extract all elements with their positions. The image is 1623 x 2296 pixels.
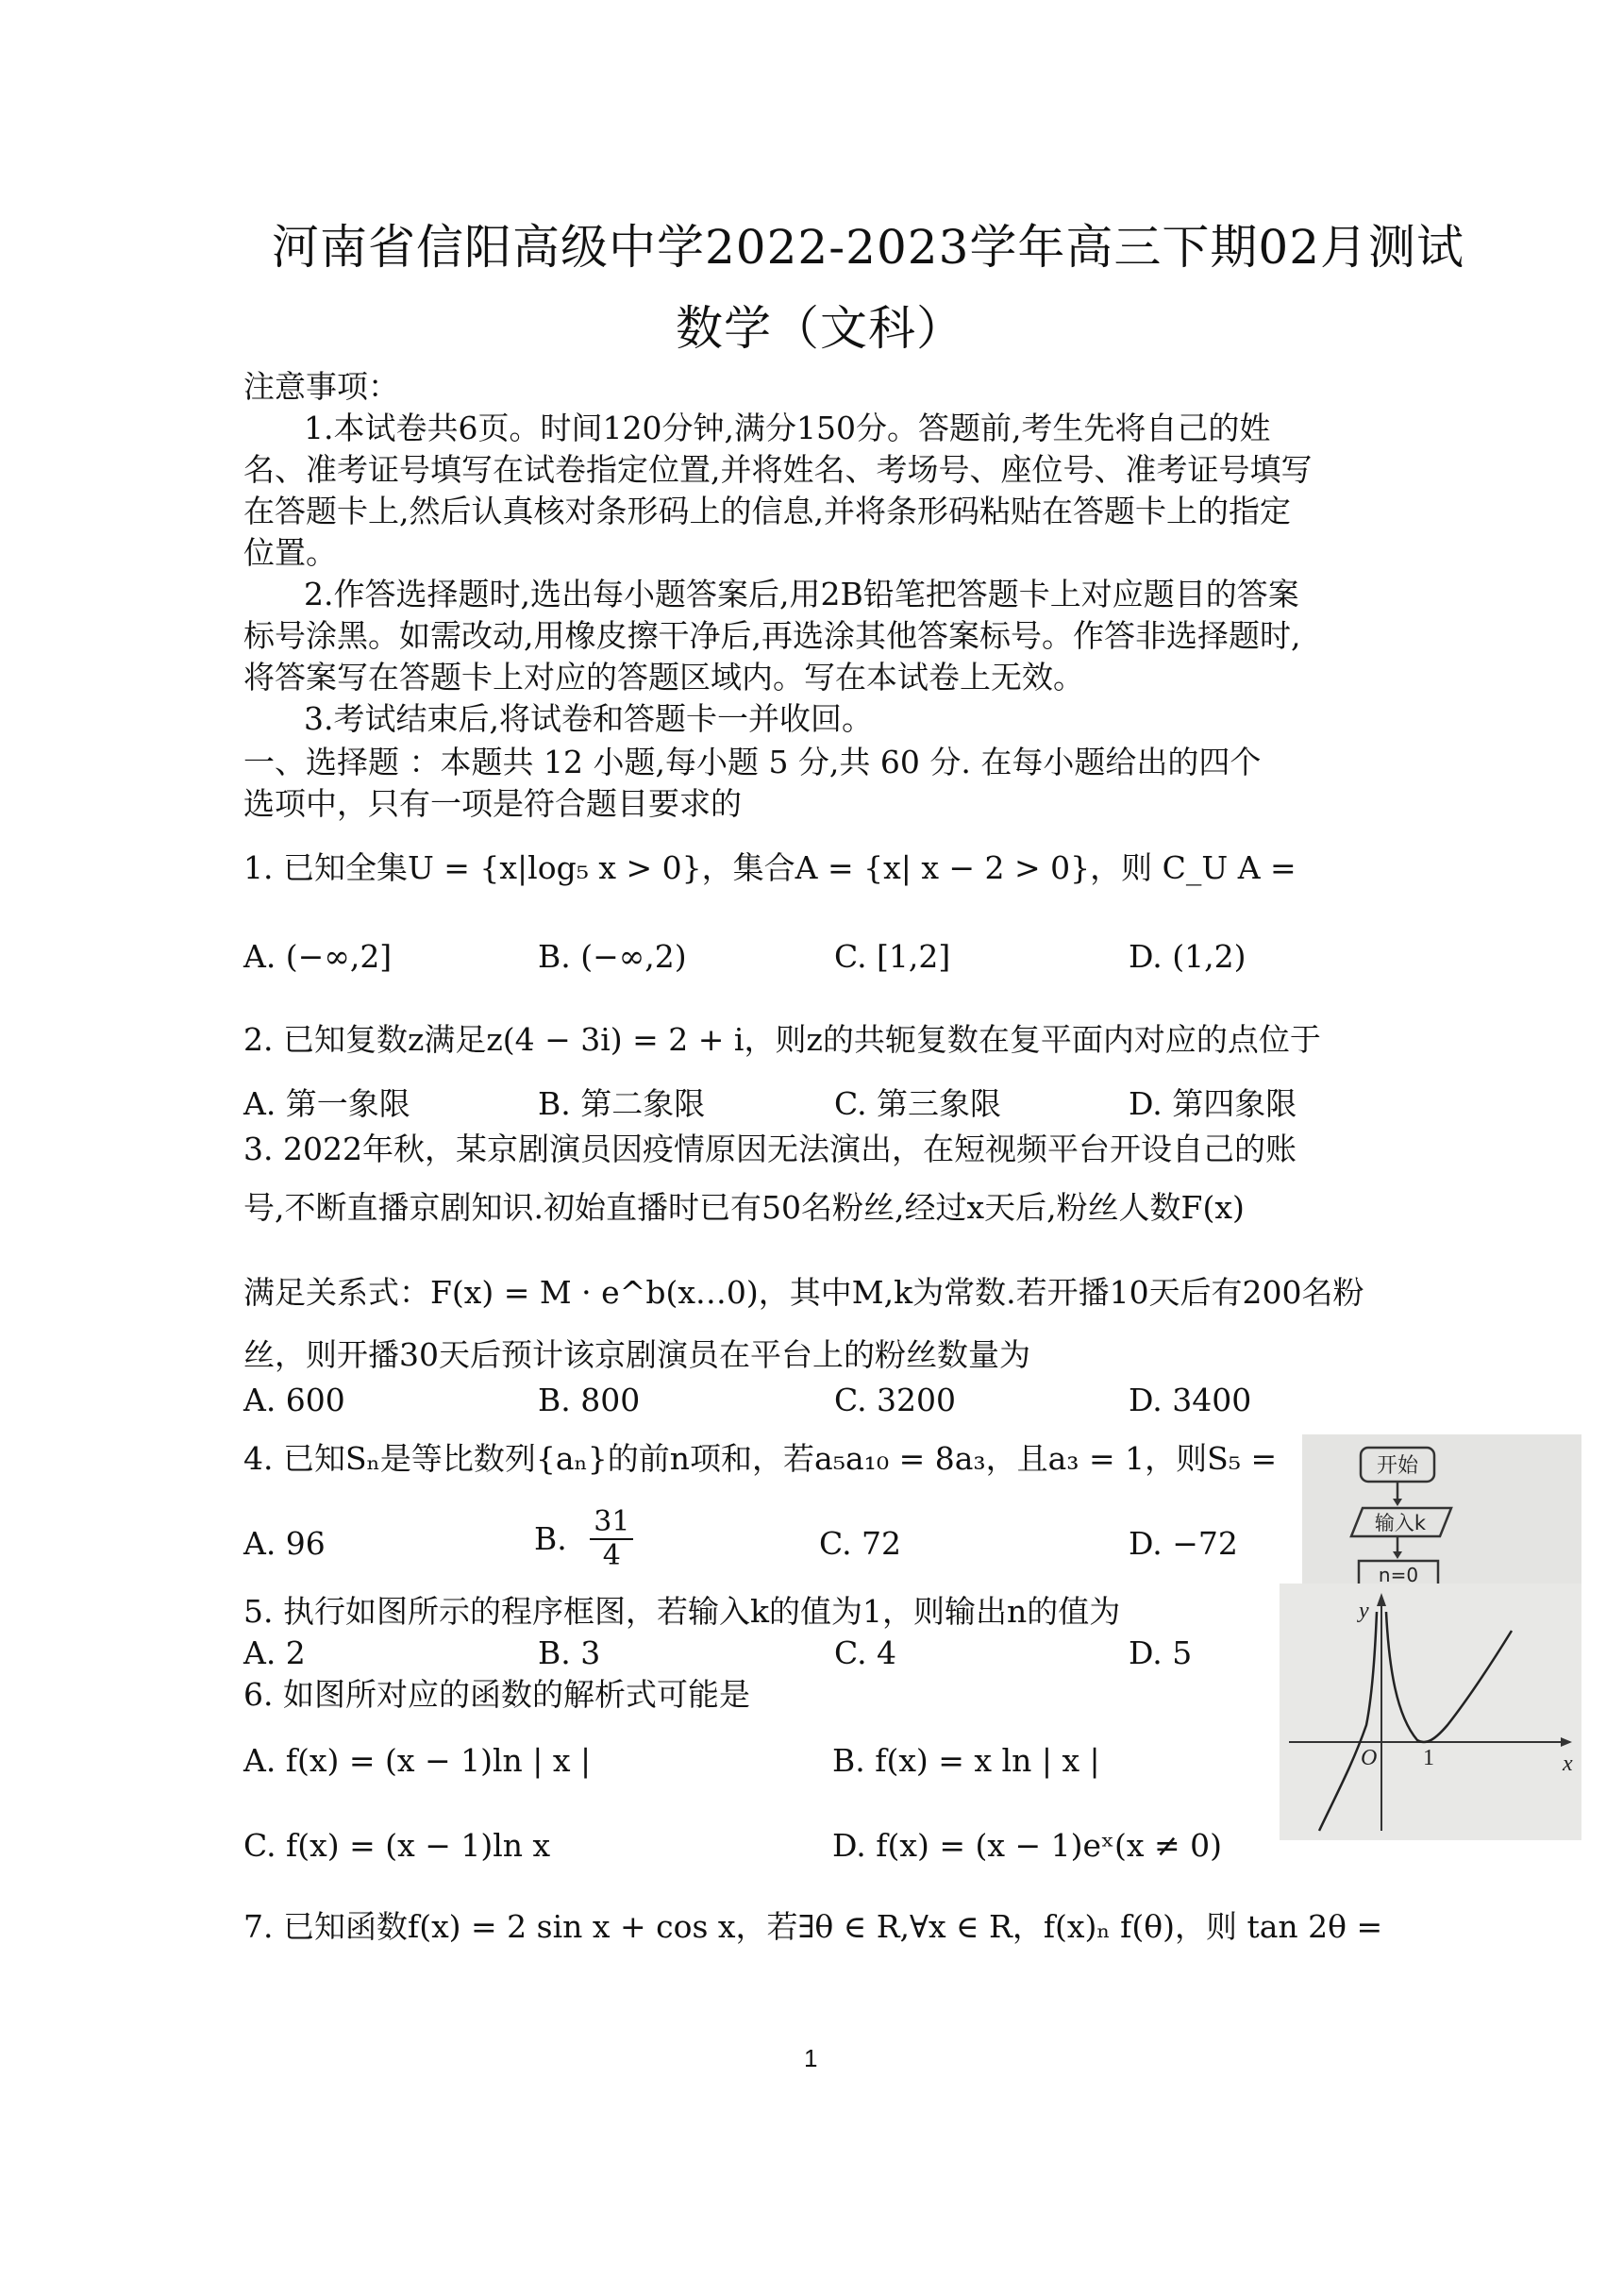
q2-option-d: D. 第四象限 [1129,1085,1297,1122]
flowchart-arrowhead [1393,1499,1402,1506]
question-3-line: 满足关系式：F(x) = M · e^b(x…0)，其中M,k为常数.若开播10天后有200名粉 [243,1274,1364,1311]
q6-option-b: B. f(x) = x ln | x | [832,1742,1100,1779]
section-heading: 一、选择题 ：本题共 12 小题,每小题 5 分,共 60 分. 在每小题给出的四个 [243,744,1262,780]
fraction-denominator: 4 [602,1539,621,1572]
flowchart-start-label: 开始 [1376,1454,1419,1478]
flowchart-assign-label: n=0 [1378,1564,1419,1584]
q2-option-a: A. 第一象限 [243,1085,410,1122]
notice-line: 1.本试卷共6页。时间120分钟,满分150分。答题前,考生先将自己的姓 [304,410,1271,446]
q4-option-a: A. 96 [243,1525,326,1562]
q6-option-d: D. f(x) = (x − 1)eˣ(x ≠ 0) [832,1827,1222,1864]
q3-option-a: A. 600 [243,1382,345,1418]
y-axis-label: y [1359,1599,1369,1623]
q4-option-b [534,1506,633,1572]
flowchart-image [1302,1434,1581,1584]
notice-line: 名、准考证号填写在试卷指定位置,并将姓名、考场号、座位号、准考证号填写 [243,451,1313,488]
q4-option-d: D. −72 [1129,1525,1238,1562]
question-3-line: 号,不断直播京剧知识.初始直播时已有50名粉丝,经过x天后,粉丝人数F(x) [243,1189,1245,1226]
q6-option-c: C. f(x) = (x − 1)ln x [243,1827,551,1864]
function-graph-svg [1280,1584,1581,1840]
q5-option-d: D. 5 [1129,1634,1193,1671]
question-7: 7. 已知函数f(x) = 2 sin x + cos x，若∃θ ∈ R,∀x ∈ R，f(x)ₙ f(θ)，则 tan 2θ = [243,1908,1383,1945]
q1-option-d: D. (1,2) [1129,938,1247,975]
tick-one-label: 1 [1423,1746,1434,1770]
notice-line: 3.考试结束后,将试卷和答题卡一并收回。 [304,700,873,737]
notice-line: 标号涂黑。如需改动,用橡皮擦干净后,再选涂其他答案标号。作答非选择题时, [243,617,1301,654]
q3-option-b: B. 800 [538,1382,641,1418]
fraction-numerator: 31 [590,1506,633,1540]
question-3-line: 丝，则开播30天后预计该京剧演员在平台上的粉丝数量为 [243,1336,1030,1373]
q5-option-c: C. 4 [834,1634,897,1671]
question-4: 4. 已知Sₙ是等比数列{aₙ}的前n项和，若a₅a₁₀ = 8a₃，且a₃ = 1，则S₅ = [243,1440,1278,1477]
question-1: 1. 已知全集U = {x|log₅ x > 0}，集合A = {x| x − 2 > 0}，则 C_U A = [243,849,1297,886]
q4-option-b-label: B. [534,1520,567,1557]
q6-option-a: A. f(x) = (x − 1)ln | x | [243,1742,592,1779]
q2-option-c: C. 第三象限 [834,1085,1002,1122]
question-6: 6. 如图所对应的函数的解析式可能是 [243,1676,750,1713]
flowchart-input-label: 输入k [1374,1512,1427,1534]
page-number: 1 [804,2044,818,2072]
notice-line: 将答案写在答题卡上对应的答题区域内。写在本试卷上无效。 [243,659,1084,696]
notice-line: 位置。 [243,534,337,571]
q4-option-b-fraction [590,1506,633,1572]
section-heading: 选项中，只有一项是符合题目要求的 [243,785,742,822]
q3-option-c: C. 3200 [834,1382,957,1418]
q5-option-a: A. 2 [243,1634,306,1671]
notice-line: 2.作答选择题时,选出每小题答案后,用2B铅笔把答题卡上对应题目的答案 [304,576,1299,612]
q4-option-c: C. 72 [819,1525,902,1562]
notice-heading: 注意事项： [243,368,399,405]
flowchart-svg [1302,1434,1581,1584]
curve-left-branch [1319,1612,1377,1831]
q2-option-b: B. 第二象限 [538,1085,706,1122]
x-axis-label: x [1563,1751,1573,1776]
function-graph-image [1280,1584,1581,1840]
q1-option-a: A. (−∞,2] [243,938,393,975]
question-3-line: 3. 2022年秋，某京剧演员因疫情原因无法演出，在短视频平台开设自己的账 [243,1131,1297,1167]
subject-title: 数学（文科） [676,301,964,356]
question-5: 5. 执行如图所示的程序框图，若输入k的值为1，则输出n的值为 [243,1593,1121,1630]
origin-label: O [1361,1746,1378,1770]
curve-right-branch [1386,1612,1512,1742]
q5-option-b: B. 3 [538,1634,601,1671]
notice-line: 在答题卡上,然后认真核对条形码上的信息,并将条形码粘贴在答题卡上的指定 [243,493,1291,529]
q1-option-c: C. [1,2] [834,938,951,975]
q1-option-b: B. (−∞,2) [538,938,687,975]
exam-title: 河南省信阳高级中学2022-2023学年高三下期02月测试 [272,220,1465,275]
y-axis-arrow [1377,1593,1386,1606]
question-2: 2. 已知复数z满足z(4 − 3i) = 2 + i，则z的共轭复数在复平面内对应的点位于 [243,1021,1321,1058]
x-axis-arrow [1561,1737,1572,1747]
flowchart-arrowhead [1393,1551,1402,1559]
q3-option-d: D. 3400 [1129,1382,1252,1418]
